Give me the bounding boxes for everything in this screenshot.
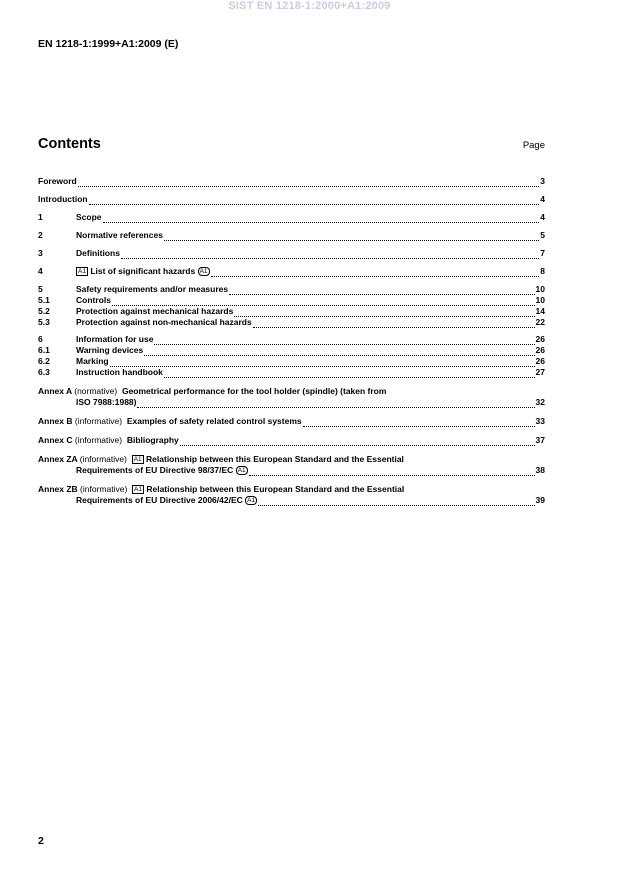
annex-title: Relationship between this European Standard and the Essential bbox=[146, 454, 404, 464]
toc-number: 2 bbox=[38, 230, 43, 240]
toc-entry-significant-hazards[interactable] bbox=[38, 266, 545, 277]
toc-annex-line bbox=[38, 454, 545, 465]
toc-label bbox=[76, 495, 257, 506]
dot-leader bbox=[164, 370, 535, 378]
dot-leader bbox=[103, 215, 540, 223]
toc-label-text: List of significant hazards bbox=[90, 266, 196, 276]
toc-entry-mechanical-hazards[interactable] bbox=[38, 306, 545, 317]
table-of-contents bbox=[38, 176, 545, 506]
toc-entry-foreword[interactable] bbox=[38, 176, 545, 187]
amendment-start-icon: A1 bbox=[134, 486, 142, 493]
toc-entry-normative-references[interactable] bbox=[38, 230, 545, 241]
toc-entry-instruction-handbook[interactable] bbox=[38, 367, 545, 378]
dot-leader bbox=[144, 348, 534, 356]
dot-leader bbox=[112, 298, 535, 306]
toc-number: 5.3 bbox=[38, 317, 50, 327]
toc-page: 26 bbox=[535, 345, 545, 355]
toc-page: 14 bbox=[535, 306, 545, 316]
toc-label: Normative references bbox=[76, 230, 163, 240]
annex-name: Annex ZA bbox=[38, 454, 78, 464]
toc-entry-information-for-use[interactable] bbox=[38, 334, 545, 345]
annex-type: (informative) bbox=[74, 435, 123, 445]
annex-type: (informative) bbox=[74, 416, 123, 426]
page-number: 2 bbox=[38, 835, 44, 847]
annex-title: Geometrical performance for the tool holder (spindle) (taken from bbox=[121, 386, 387, 396]
toc-entry-introduction[interactable] bbox=[38, 194, 545, 205]
toc-page: 4 bbox=[540, 212, 545, 222]
toc-label: Instruction handbook bbox=[76, 367, 163, 377]
amendment-start-icon: A1 bbox=[133, 456, 142, 463]
toc-label: Controls bbox=[76, 295, 111, 305]
annex-title: Examples of safety related control systems bbox=[126, 416, 302, 426]
annex-name: Annex C bbox=[38, 435, 73, 445]
toc-label: Foreword bbox=[38, 176, 77, 186]
toc-entry-annex-a[interactable] bbox=[38, 386, 545, 408]
toc-label: Safety requirements and/or measures bbox=[76, 284, 229, 294]
toc-number: 1 bbox=[38, 212, 43, 222]
toc-annex-line bbox=[38, 465, 545, 476]
dot-leader bbox=[229, 287, 534, 295]
dot-leader bbox=[180, 438, 535, 446]
annex-title-cont: Requirements of EU Directive 2006/42/EC bbox=[76, 495, 243, 505]
amendment-end-icon: A1 bbox=[247, 497, 256, 504]
toc-page: 37 bbox=[535, 435, 545, 445]
amendment-end-icon: A1 bbox=[199, 268, 208, 275]
toc-label: Information for use bbox=[76, 334, 154, 344]
toc-label bbox=[76, 465, 248, 476]
toc-label bbox=[38, 386, 386, 397]
toc-entry-controls[interactable] bbox=[38, 295, 545, 306]
dot-leader bbox=[211, 269, 540, 277]
toc-entry-non-mechanical-hazards[interactable] bbox=[38, 317, 545, 328]
toc-entry-safety-requirements[interactable] bbox=[38, 284, 545, 295]
annex-title-cont: Requirements of EU Directive 98/37/EC bbox=[76, 465, 234, 475]
dot-leader bbox=[258, 498, 534, 506]
amendment-end-icon: A1 bbox=[237, 467, 246, 474]
dot-leader bbox=[164, 233, 539, 241]
toc-entry-annex-c[interactable] bbox=[38, 435, 545, 446]
toc-label bbox=[38, 454, 404, 465]
toc-number: 5.1 bbox=[38, 295, 50, 305]
toc-label: Protection against non-mechanical hazards bbox=[76, 317, 252, 327]
annex-type: (normative) bbox=[74, 386, 118, 396]
toc-number: 5.2 bbox=[38, 306, 50, 316]
annex-title-cont: ISO 7988:1988) bbox=[76, 397, 137, 407]
toc-page: 10 bbox=[535, 284, 545, 294]
toc-number: 6.1 bbox=[38, 345, 50, 355]
toc-entry-warning-devices[interactable] bbox=[38, 345, 545, 356]
toc-label: Protection against mechanical hazards bbox=[76, 306, 234, 316]
toc-label: Warning devices bbox=[76, 345, 144, 355]
toc-entry-annex-za[interactable] bbox=[38, 454, 545, 476]
toc-page: 22 bbox=[535, 317, 545, 327]
watermark: SIST EN 1218-1:2000+A1:2009 bbox=[228, 0, 391, 12]
dot-leader bbox=[253, 320, 535, 328]
toc-entry-annex-b[interactable] bbox=[38, 416, 545, 427]
toc-label bbox=[38, 416, 302, 427]
toc-number: 6.2 bbox=[38, 356, 50, 366]
annex-title: Bibliography bbox=[126, 435, 179, 445]
toc-page: 4 bbox=[540, 194, 545, 204]
dot-leader bbox=[303, 419, 535, 427]
toc-annex-line bbox=[38, 495, 545, 506]
toc-page: 5 bbox=[540, 230, 545, 240]
annex-name: Annex ZB bbox=[38, 484, 78, 494]
amendment-start-icon: A1 bbox=[78, 268, 86, 275]
annex-type: (informative) bbox=[80, 484, 128, 494]
dot-leader bbox=[78, 179, 540, 187]
document-id: EN 1218-1:1999+A1:2009 (E) bbox=[38, 38, 179, 50]
toc-page: 26 bbox=[535, 334, 545, 344]
toc-page: 39 bbox=[535, 495, 545, 505]
toc-page: 10 bbox=[535, 295, 545, 305]
toc-label: Marking bbox=[76, 356, 109, 366]
toc-entry-definitions[interactable] bbox=[38, 248, 545, 259]
toc-label bbox=[38, 484, 404, 495]
toc-page: 38 bbox=[535, 465, 545, 475]
toc-label: Definitions bbox=[76, 248, 120, 258]
toc-number: 6 bbox=[38, 334, 43, 344]
annex-name: Annex B bbox=[38, 416, 73, 426]
dot-leader bbox=[89, 197, 540, 205]
toc-page: 8 bbox=[540, 266, 545, 276]
toc-entry-scope[interactable] bbox=[38, 212, 545, 223]
toc-entry-annex-zb[interactable] bbox=[38, 484, 545, 506]
page-column-label: Page bbox=[522, 140, 545, 151]
dot-leader bbox=[249, 468, 535, 476]
contents-title: Contents bbox=[38, 136, 101, 152]
dot-leader bbox=[234, 309, 534, 317]
annex-name: Annex A bbox=[38, 386, 72, 396]
toc-page: 32 bbox=[535, 397, 545, 407]
toc-page: 27 bbox=[535, 367, 545, 377]
toc-label bbox=[38, 435, 179, 446]
toc-number: 6.3 bbox=[38, 367, 50, 377]
dot-leader bbox=[154, 337, 534, 345]
toc-page: 3 bbox=[540, 176, 545, 186]
toc-page: 33 bbox=[535, 416, 545, 426]
dot-leader bbox=[137, 400, 534, 408]
toc-annex-line bbox=[38, 397, 545, 408]
toc-annex-line bbox=[38, 386, 545, 397]
toc-label: Scope bbox=[76, 212, 102, 222]
toc-label: Introduction bbox=[38, 194, 88, 204]
annex-title: Relationship between this European Standard and the Essential bbox=[146, 484, 405, 494]
toc-label bbox=[76, 266, 210, 277]
dot-leader bbox=[121, 251, 539, 259]
toc-number: 4 bbox=[38, 266, 43, 276]
toc-page: 26 bbox=[535, 356, 545, 366]
dot-leader bbox=[110, 359, 535, 367]
annex-type: (informative) bbox=[79, 454, 127, 464]
toc-page: 7 bbox=[540, 248, 545, 258]
toc-annex-line bbox=[38, 484, 545, 495]
toc-entry-marking[interactable] bbox=[38, 356, 545, 367]
toc-number: 5 bbox=[38, 284, 43, 294]
toc-number: 3 bbox=[38, 248, 43, 258]
